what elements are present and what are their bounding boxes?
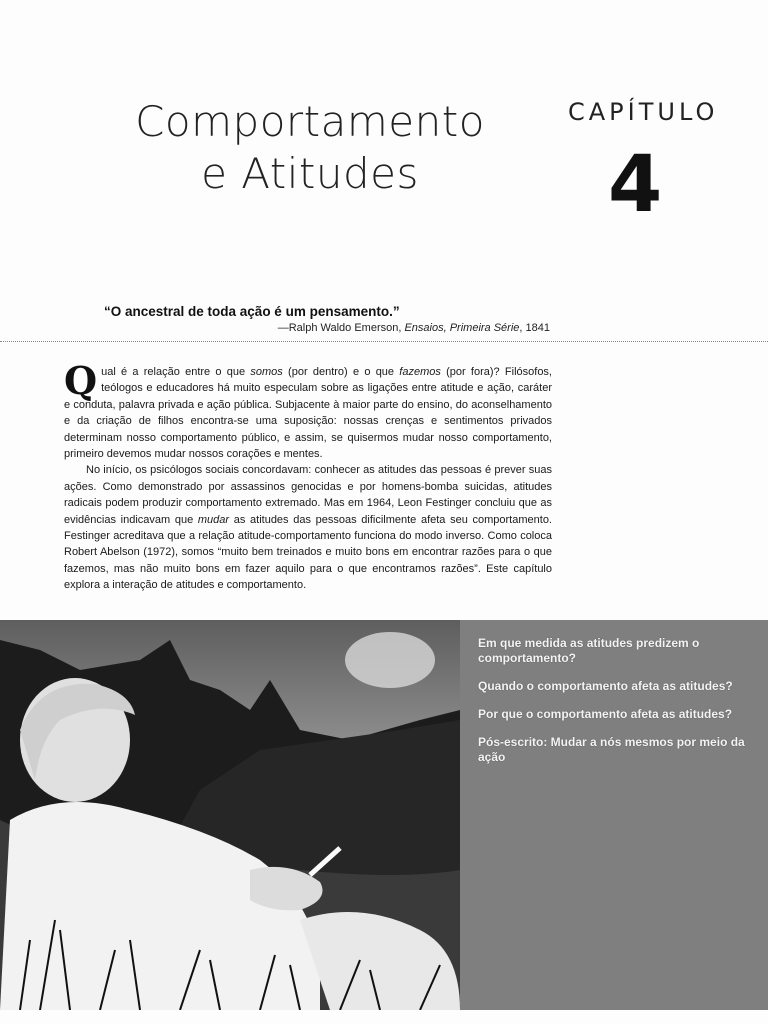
- p2-text-a: No início, os psicólogos sociais concordavam: conhecer as atitudes das pessoas é prever suas ações. Como demonstrado por assassinos genocidas e por homens-bomba suicidas, atitudes radicais podem produzir comportamento extremado. Mas em 1964, Leon Festinger concluiu que as evidências indicavam que: [64, 464, 552, 526]
- title-line-1: Comportamento: [135, 97, 485, 146]
- epigraph-work: Ensaios, Primeira Série: [404, 322, 520, 334]
- p1-text-c: (por fora)? Filósofos, teólogos e educadores há muito especulam sobre as ligações entre atitude e ação, caráter e conduta, palavra privada e ação pública. Subjacente à maior parte do ensino, do aconselhamento e da criação de filhos encontra-se uma suposição: nossas crenças e sentimentos privados determinam nosso comportamento público, e assim, se quisermos mudar nosso comportamento, primeiro devemos mudar nossos corações e mentes.: [64, 366, 552, 461]
- p2-text-b: as atitudes das pessoas dificilmente afeta seu comportamento. Festinger acreditava que a relação atitude-comportamento funciona do modo inverso. Como coloca Robert Abelson (1972), somos “muito bem treinados e muito bons em encontrar razões para o que fazemos, mas não muito bons em fazer aquilo para o que encontramos razões”. Este capítulo explora a interação de atitudes e comportamento.: [64, 513, 552, 592]
- p1-text-b: (por dentro) e o que: [282, 366, 400, 378]
- p1-text-a: ual é a relação entre o que: [101, 366, 251, 378]
- topic-item: Por que o comportamento afeta as atitudes?: [478, 707, 733, 721]
- p2-emph-mudar: mudar: [197, 513, 230, 526]
- paragraph-2: [64, 462, 552, 593]
- photo-woman-in-grass: [0, 620, 460, 1010]
- title-line-2: e Atitudes: [201, 149, 419, 198]
- body-text: [64, 358, 552, 594]
- epigraph-attribution: [278, 322, 550, 334]
- paragraph-1: [64, 358, 552, 462]
- p1-emph-fazemos: fazemos: [399, 366, 441, 378]
- topic-item: Quando o comportamento afeta as atitudes?: [478, 679, 733, 693]
- drop-cap: Q: [64, 358, 98, 403]
- topic-item: Em que medida as atitudes predizem o comportamento?: [478, 636, 700, 665]
- chapter-number: 4: [608, 140, 663, 230]
- p1-emph-somos: somos: [250, 366, 283, 378]
- epigraph-author: —Ralph Waldo Emerson,: [277, 322, 405, 334]
- topic-item: Pós-escrito: Mudar a nós mesmos por meio da ação: [478, 735, 745, 764]
- topics-list: [460, 620, 768, 765]
- chapter-topics-panel: [460, 620, 768, 1010]
- photo-illustration: [0, 620, 460, 1010]
- chapter-label: CAPÍTULO: [568, 98, 719, 126]
- chapter-title: [90, 96, 530, 200]
- epigraph-quote: “O ancestral de toda ação é um pensamento.”: [104, 304, 400, 319]
- epigraph-year: , 1841: [519, 322, 550, 334]
- divider: [0, 341, 768, 342]
